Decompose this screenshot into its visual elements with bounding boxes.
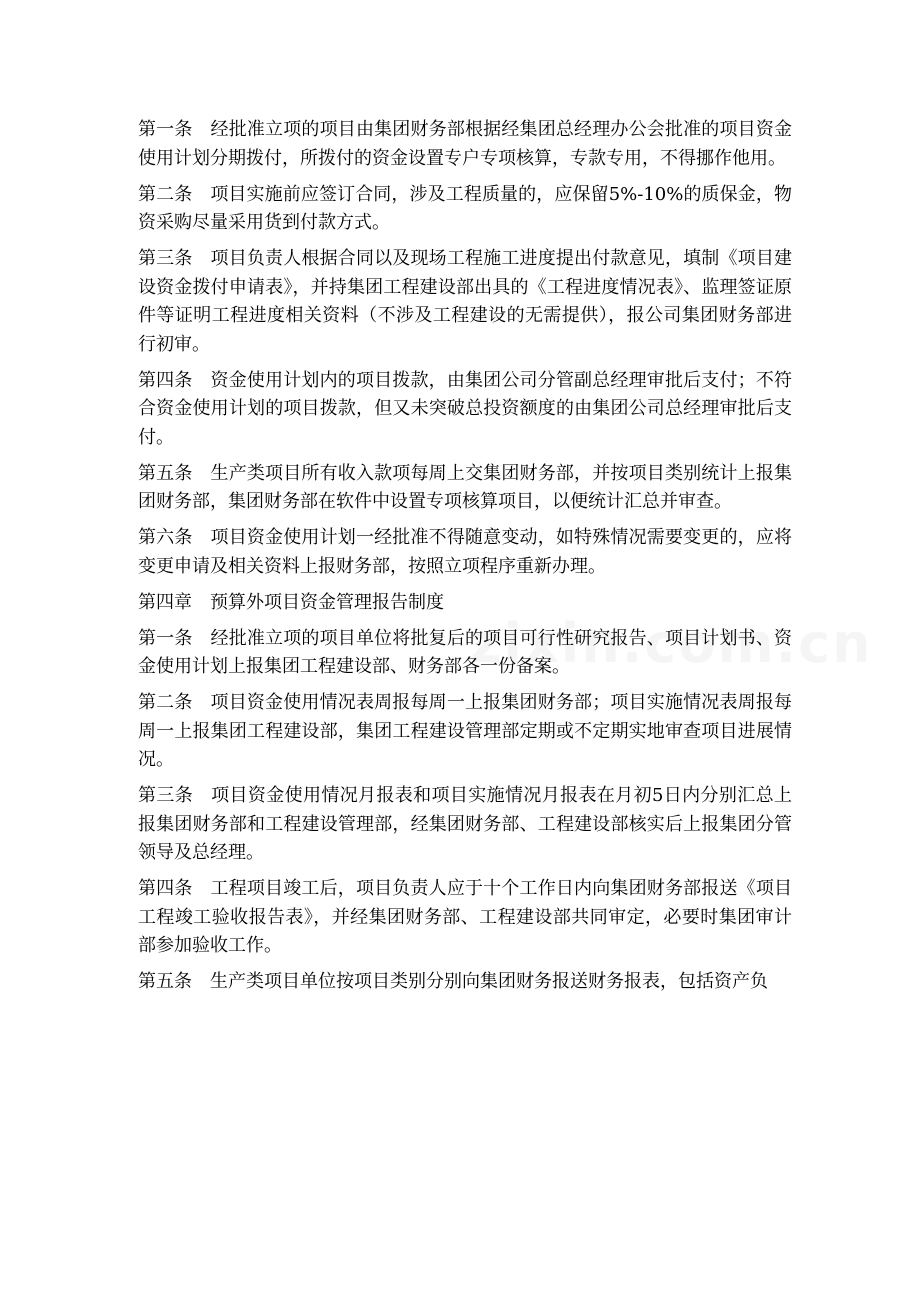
article-text: 经批准立项的项目由集团财务部根据经集团总经理办公会批准的项目资金使用计划分期拨付，所拨付的资金设置专户专项核算，专款专用，不得挪作他用。: [138, 119, 792, 169]
article-label: 第一条: [138, 119, 193, 140]
article-paragraph: [138, 625, 792, 682]
article-label: 第二条: [138, 692, 193, 713]
article-paragraph: [138, 116, 792, 173]
article-paragraph: [138, 875, 792, 961]
article-label: 第四条: [138, 878, 193, 899]
article-label: 第五条: [138, 462, 193, 484]
article-label: 第五条: [138, 971, 192, 992]
article-text: 项目负责人根据合同以及现场工程施工进度提出付款意见，填制《项目建设资金拨付申请表》，并持集团工程建设部出具的《工程进度情况表》、监理签证原件等证明工程进度相关资料（不涉及工程建设的无需提供），报公司集团财务部进行初审。: [138, 248, 792, 355]
article-paragraph: [138, 460, 792, 517]
article-text: 项目实施前应签订合同，涉及工程质量的，应保留5%-10%的质保金，物资采购尽量采用货到付款方式。: [138, 183, 792, 233]
article-paragraph: [138, 245, 792, 359]
document-body: [138, 116, 792, 1004]
article-text: 生产类项目单位按项目类别分别向集团财务报送财务报表，包括资产负: [210, 971, 768, 992]
article-paragraph: [138, 968, 792, 997]
article-paragraph: [138, 367, 792, 453]
article-label: 第三条: [138, 248, 193, 269]
chapter-label: 第四章: [138, 591, 192, 613]
article-label: 第二条: [138, 183, 193, 205]
article-text: 工程项目竣工后，项目负责人应于十个工作日内向集团财务部报送《项目工程竣工验收报告表》，并经集团财务部、工程建设部共同审定，必要时集团审计部参加验收工作。: [138, 878, 792, 956]
article-paragraph: [138, 181, 792, 238]
article-paragraph: [138, 782, 792, 868]
article-label: 第三条: [138, 785, 194, 806]
chapter-title: 预算外项目资金管理报告制度: [210, 591, 444, 613]
article-label: 第六条: [138, 527, 193, 548]
article-text: 项目资金使用情况表周报每周一上报集团财务部；项目实施情况表周报每周一上报集团工程建设部，集团工程建设管理部定期或不定期实地审查项目进展情况。: [138, 692, 792, 770]
chapter-heading: [138, 589, 792, 618]
article-label: 第四条: [138, 369, 193, 391]
article-paragraph: [138, 524, 792, 581]
article-paragraph: [138, 689, 792, 775]
article-label: 第一条: [138, 627, 193, 649]
article-text: 经批准立项的项目单位将批复后的项目可行性研究报告、项目计划书、资金使用计划上报集团工程建设部、财务部各一份备案。: [138, 627, 792, 677]
article-text: 项目资金使用情况月报表和项目实施情况月报表在月初5日内分别汇总上报集团财务部和工程建设管理部，经集团财务部、工程建设部核实后上报集团分管领导及总经理。: [138, 785, 792, 863]
article-text: 生产类项目所有收入款项每周上交集团财务部，并按项目类别统计上报集团财务部，集团财务部在软件中设置专项核算项目，以便统计汇总并审查。: [138, 462, 792, 512]
article-text: 资金使用计划内的项目拨款，由集团公司分管副总经理审批后支付；不符合资金使用计划的项目拨款，但又未突破总投资额度的由集团公司总经理审批后支付。: [138, 369, 792, 448]
article-text: 项目资金使用计划一经批准不得随意变动，如特殊情况需要变更的，应将变更申请及相关资料上报财务部，按照立项程序重新办理。: [138, 527, 792, 577]
